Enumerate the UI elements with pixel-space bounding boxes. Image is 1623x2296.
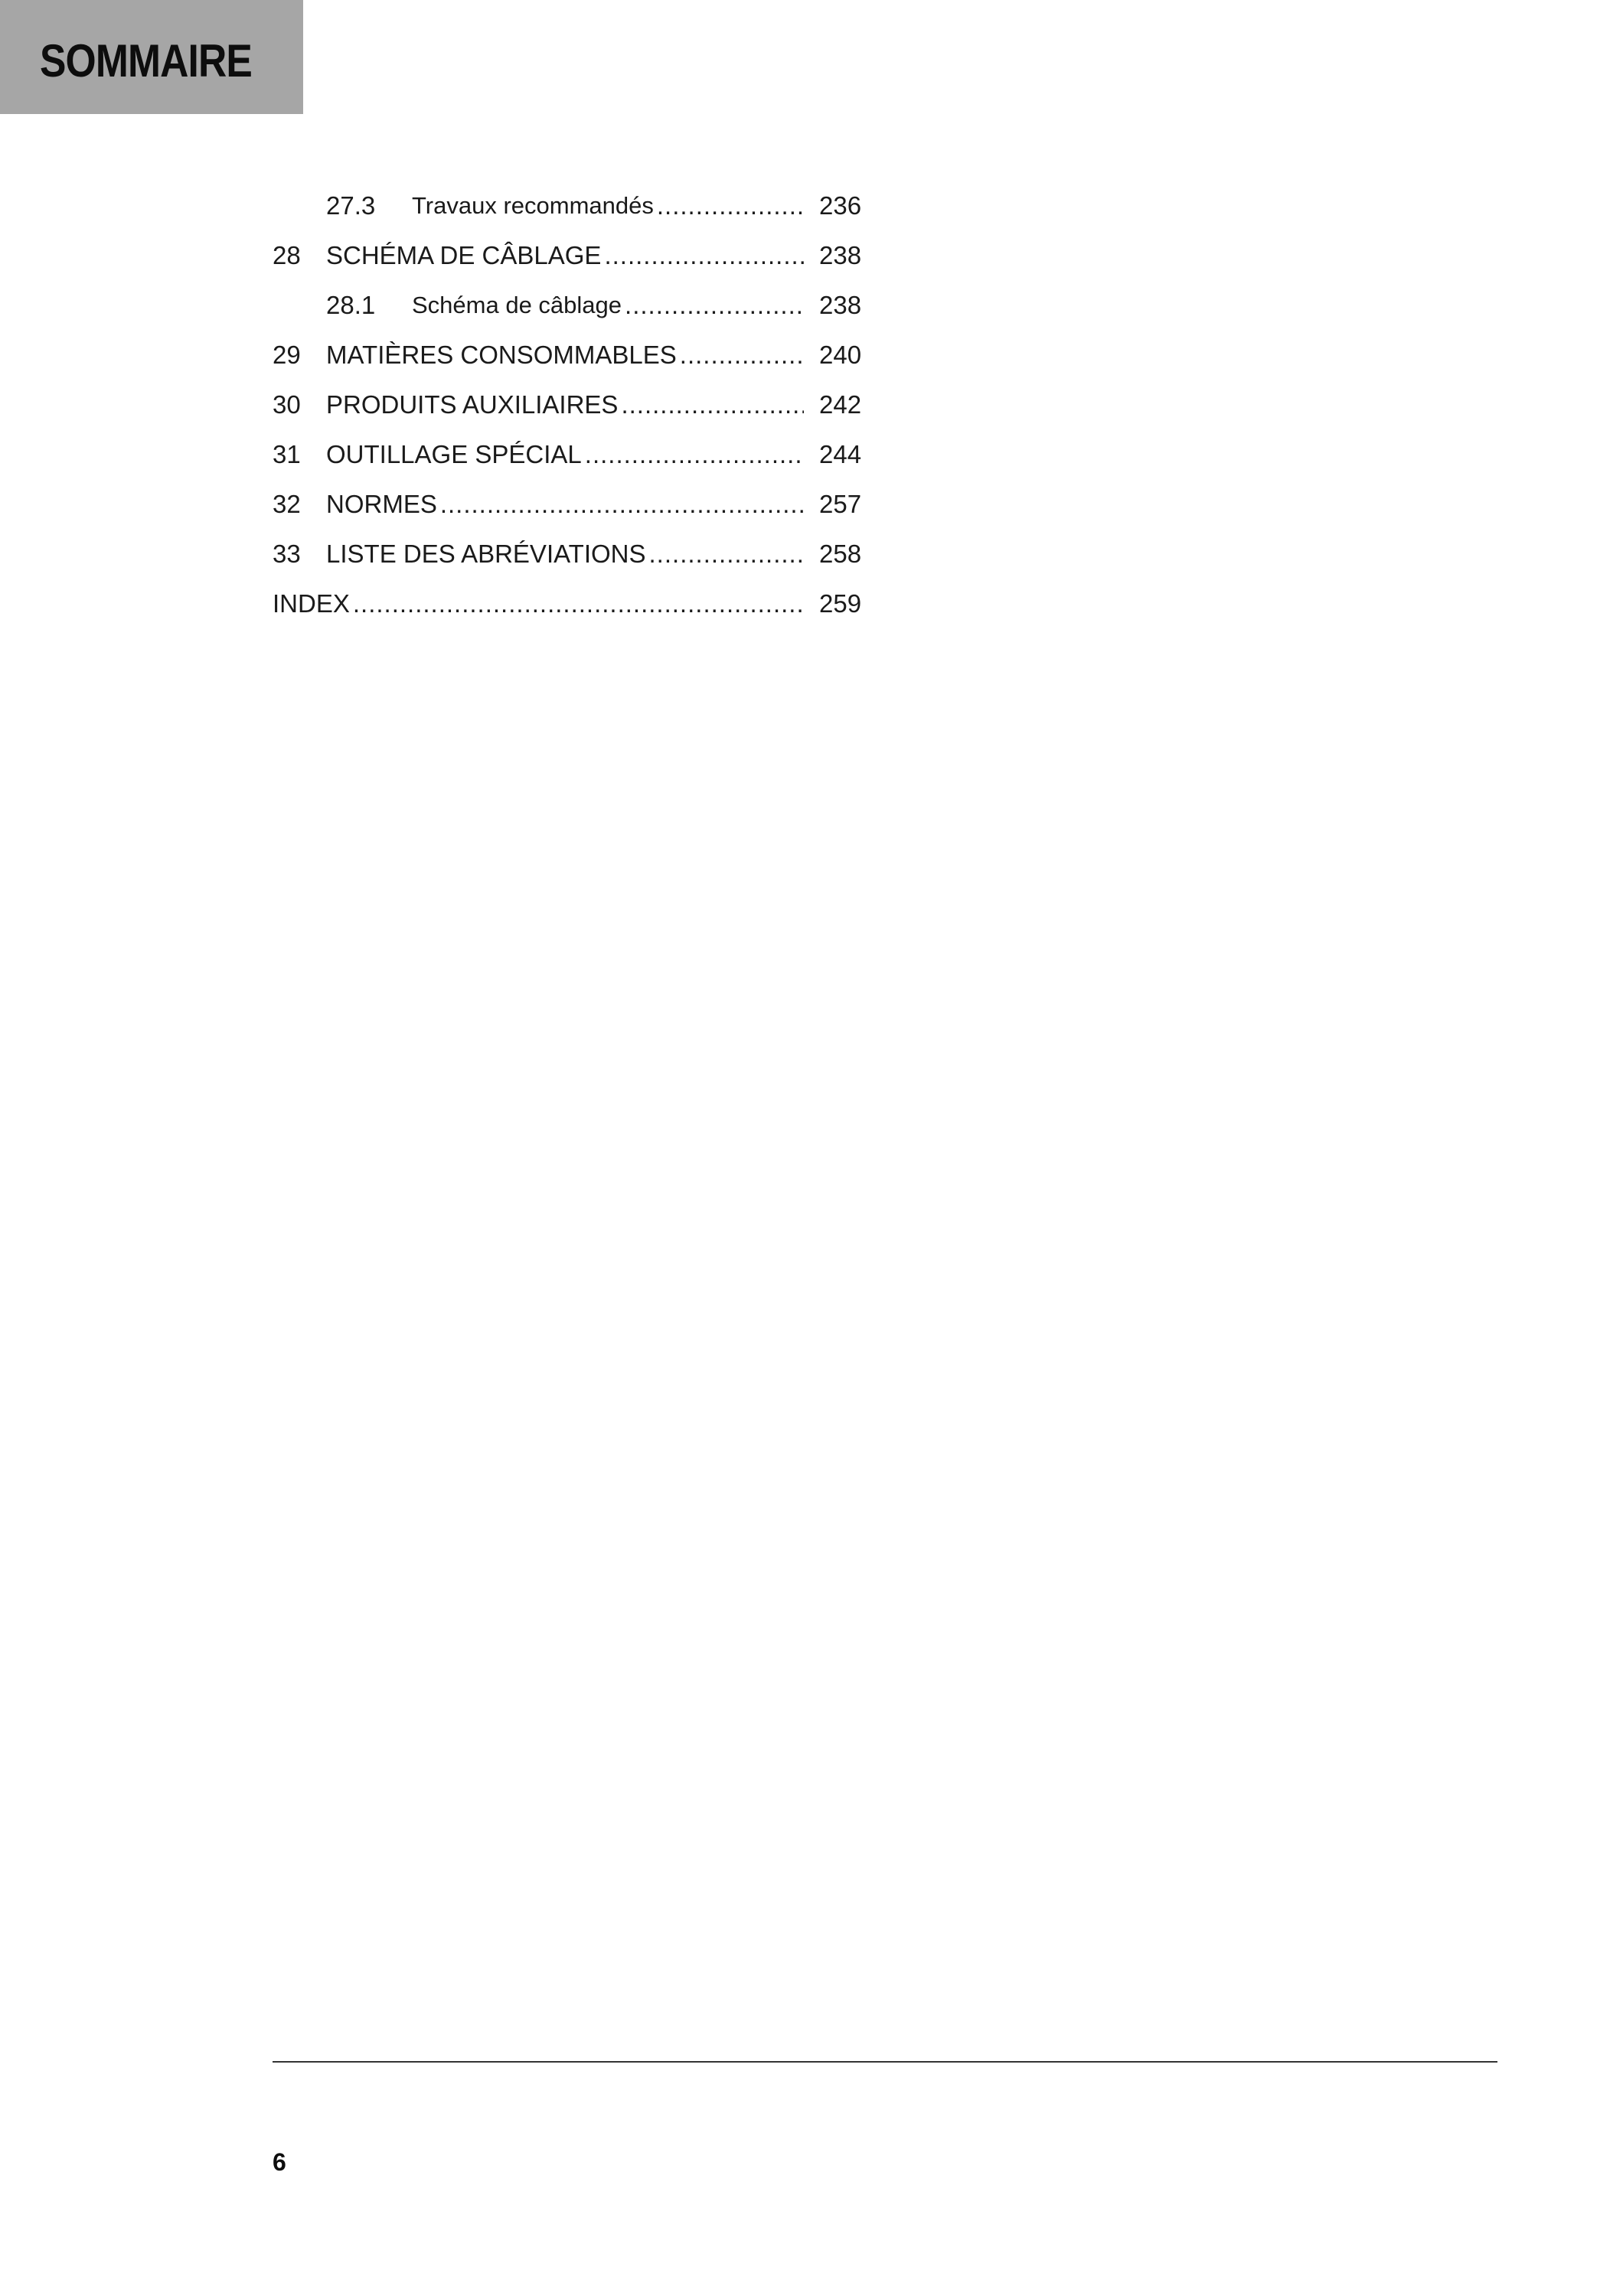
toc-entry-number: 28 <box>273 240 301 269</box>
toc-entry-title: MATIÈRES CONSOMMABLES <box>326 340 677 369</box>
toc-entry-number: 30 <box>273 390 301 419</box>
toc-entry[interactable] <box>273 330 865 380</box>
toc-entry[interactable] <box>273 181 865 230</box>
toc-entry-page: 259 <box>819 589 862 618</box>
toc-entry-number: 29 <box>273 340 301 369</box>
toc-dot-leader <box>657 191 804 221</box>
toc-entry-page: 242 <box>819 390 862 419</box>
header-tab <box>0 0 303 114</box>
toc-entry[interactable] <box>273 429 865 479</box>
footer-divider <box>273 2061 1497 2063</box>
toc-entry-page: 257 <box>819 489 862 518</box>
toc-entry[interactable] <box>273 280 865 330</box>
toc-dot-leader <box>353 589 804 619</box>
toc-dot-leader <box>621 390 804 420</box>
toc-dot-leader <box>649 539 804 569</box>
toc-entry-page: 238 <box>819 290 862 319</box>
toc-dot-leader <box>440 489 804 520</box>
page-title: SOMMAIRE <box>40 35 252 86</box>
toc-entry-number: 33 <box>273 539 301 568</box>
toc-entry-page: 258 <box>819 539 862 568</box>
toc-entry-page: 244 <box>819 439 862 468</box>
toc-entry-page: 238 <box>819 240 862 269</box>
toc-entry-title: OUTILLAGE SPÉCIAL <box>326 439 582 468</box>
toc-entry-title: NORMES <box>326 489 437 518</box>
toc-entry-number: 28.1 <box>326 290 376 319</box>
toc-dot-leader <box>680 340 804 370</box>
toc-entry[interactable] <box>273 579 865 628</box>
toc-entry-title: PRODUITS AUXILIAIRES <box>326 390 619 419</box>
toc-dot-leader <box>604 240 804 271</box>
toc-entry-title: INDEX <box>273 589 350 618</box>
toc-entry-page: 236 <box>819 191 862 220</box>
toc-entry-title: LISTE DES ABRÉVIATIONS <box>326 539 646 568</box>
toc-entry-title: SCHÉMA DE CÂBLAGE <box>326 240 602 269</box>
toc-entry[interactable] <box>273 479 865 529</box>
table-of-contents <box>273 181 865 628</box>
toc-entry-page: 240 <box>819 340 862 369</box>
toc-entry[interactable] <box>273 230 865 280</box>
toc-entry-number: 27.3 <box>326 191 376 220</box>
toc-dot-leader <box>585 439 804 470</box>
toc-entry-number: 32 <box>273 489 301 518</box>
toc-entry-title: Schéma de câblage <box>412 291 622 318</box>
toc-entry[interactable] <box>273 529 865 579</box>
page-number: 6 <box>273 2148 286 2176</box>
toc-entry-number: 31 <box>273 439 301 468</box>
toc-entry[interactable] <box>273 380 865 429</box>
toc-entry-title: Travaux recommandés <box>412 191 654 219</box>
toc-dot-leader <box>625 290 804 321</box>
